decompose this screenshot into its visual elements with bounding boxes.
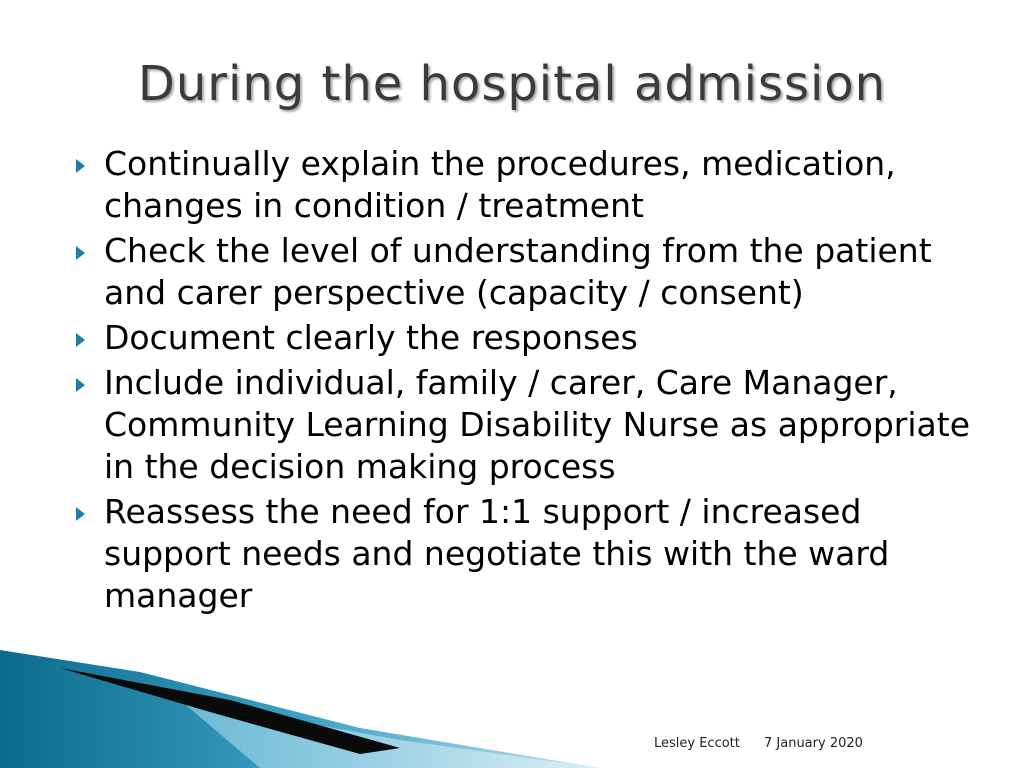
triangle-bullet-icon: [76, 378, 85, 392]
bullet-item: [76, 317, 976, 359]
bullet-item: [76, 362, 976, 488]
bullet-item: [76, 143, 976, 227]
footer-date: 7 January 2020: [764, 736, 863, 751]
bullet-text: Reassess the need for 1:1 support / increased support needs and negotiate this with the ward manager: [104, 492, 890, 615]
triangle-bullet-icon: [76, 333, 85, 347]
footer-author: Lesley Eccott: [654, 736, 740, 751]
bullet-text: Document clearly the responses: [104, 318, 638, 357]
triangle-bullet-icon: [76, 246, 85, 260]
bullet-item: [76, 230, 976, 314]
bullet-item: [76, 491, 976, 617]
triangle-bullet-icon: [76, 507, 85, 521]
bullet-list: [76, 143, 976, 620]
triangle-bullet-icon: [76, 159, 85, 173]
bullet-text: Check the level of understanding from the patient and carer perspective (capacity / consent): [104, 231, 932, 312]
slide-title: During the hospital admission: [137, 56, 887, 112]
bullet-text: Include individual, family / carer, Care Manager, Community Learning Disability Nurse as appropriate in the decision making process: [104, 363, 970, 486]
bullet-text: Continually explain the procedures, medication, changes in condition / treatment: [104, 144, 896, 225]
